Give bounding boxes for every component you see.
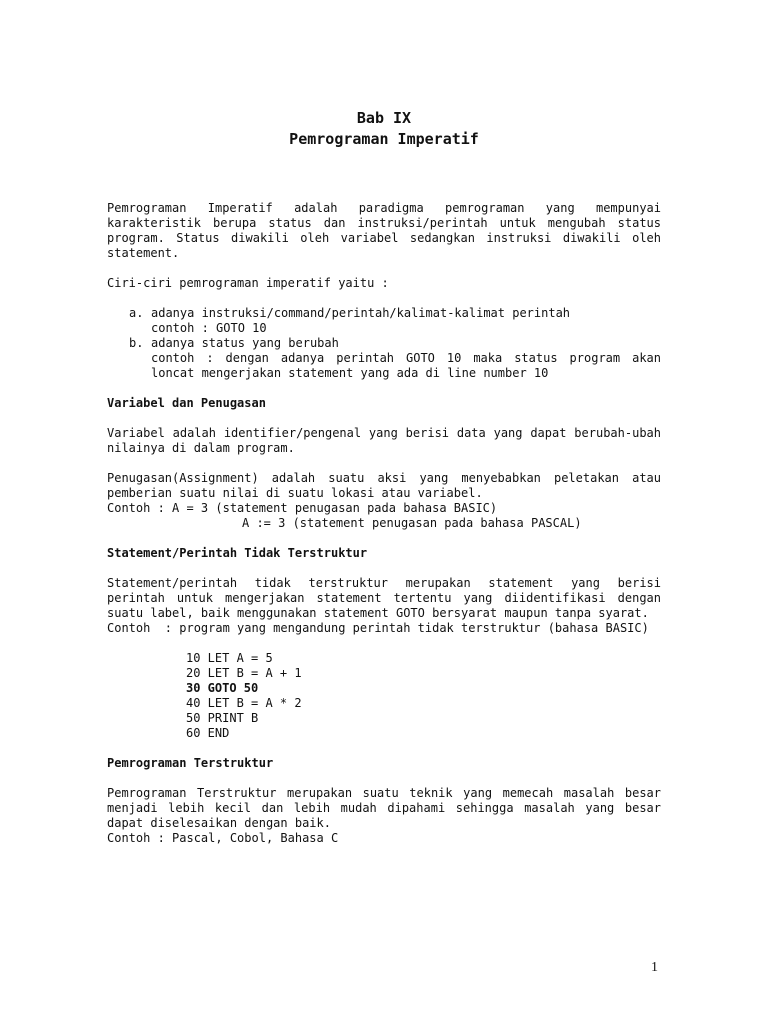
list-marker: a. [129,306,144,320]
section-heading-terstruktur: Pemrograman Terstruktur [107,756,274,770]
list-item-text: adanya status yang berubah [151,336,339,350]
example-label: Contoh : [107,621,180,635]
basic-code-listing [107,651,661,741]
unstructured-example [107,621,661,636]
section-heading-variabel: Variabel dan Penugasan [107,396,266,410]
list-item-text: adanya instruksi/command/perintah/kalimat-kalimat perintah [151,306,571,320]
characteristics-label: Ciri-ciri pemrograman imperatif yaitu : [107,276,389,290]
chapter-title: Pemrograman Imperatif [289,130,479,148]
intro-paragraph: Pemrograman Imperatif adalah paradigma pemrograman yang mempunyai karakteristik berupa status dan instruksi/perintah untuk mengubah status program. Status diwakili oleh variabel sedangkan instruksi diwakili oleh statement. [107,201,661,260]
tidak-terstruktur-paragraph: Statement/perintah tidak terstruktur merupakan statement yang berisi perintah untuk mengerjakan statement tertentu yang diidentifikasi dengan suatu label, baik menggunakan statement GOTO bersyarat maupun tanpa syarat. [107,576,661,620]
code-line-goto: 30 GOTO 50 [186,681,259,695]
code-line: 20 LET B = A + 1 [186,666,302,680]
code-line: 50 PRINT B [186,711,259,725]
code-line: 60 END [186,726,230,740]
assignment-example-basic: Contoh : A = 3 (statement penugasan pada bahasa BASIC) [107,501,498,515]
characteristics-list [107,306,661,381]
document-body [107,201,661,846]
list-item-example: contoh : GOTO 10 [151,321,267,335]
section-heading-tidak-terstruktur: Statement/Perintah Tidak Terstruktur [107,546,368,560]
list-marker: b. [129,336,144,350]
chapter-number: Bab IX [356,109,412,127]
list-item [129,336,661,381]
variabel-paragraph: Variabel adalah identifier/pengenal yang berisi data yang dapat berubah-ubah nilainya di dalam program. [107,426,661,455]
code-line: 10 LET A = 5 [186,651,273,665]
assignment-example-pascal: A := 3 (statement penugasan pada bahasa PASCAL) [242,516,582,530]
document-title [0,108,768,150]
list-item [129,306,661,336]
example-text: program yang mengandung perintah tidak terstruktur (bahasa BASIC) [179,621,649,635]
terstruktur-example: Contoh : Pascal, Cobol, Bahasa C [107,831,339,845]
list-item-example: contoh : dengan adanya perintah GOTO 10 maka status program akan loncat mengerjakan statement yang ada di line number 10 [151,351,661,380]
code-line: 40 LET B = A * 2 [186,696,302,710]
page-number: 1 [651,960,658,975]
penugasan-paragraph: Penugasan(Assignment) adalah suatu aksi yang menyebabkan peletakan atau pemberian suatu nilai di suatu lokasi atau variabel. [107,471,661,500]
terstruktur-paragraph: Pemrograman Terstruktur merupakan suatu teknik yang memecah masalah besar menjadi lebih kecil dan lebih mudah dipahami sehingga masalah yang besar dapat diselesaikan dengan baik. [107,786,661,830]
